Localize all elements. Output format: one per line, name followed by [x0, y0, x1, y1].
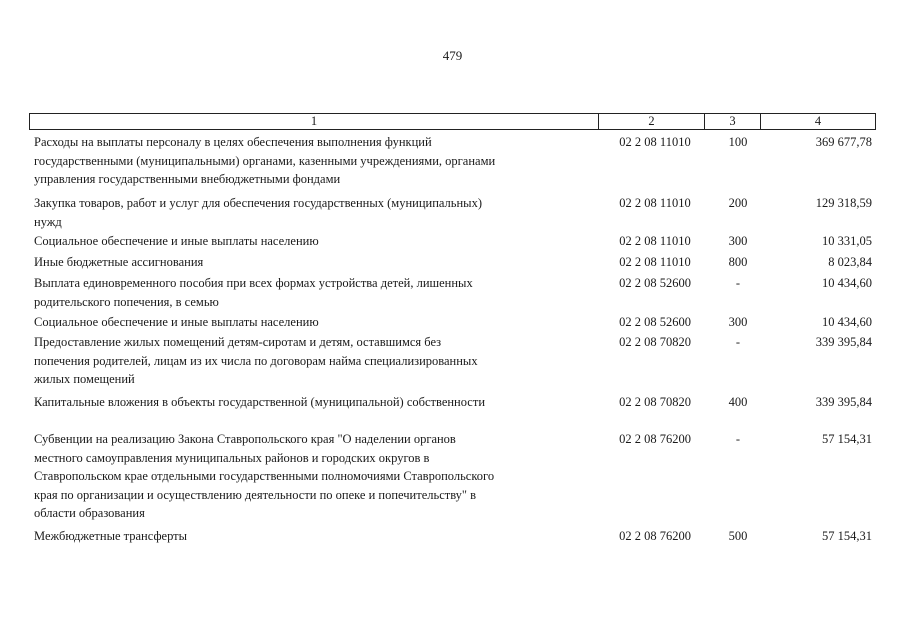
row-expense-type: 800	[728, 255, 748, 269]
page-number: 479	[442, 48, 463, 63]
column-header-1: 1	[30, 114, 599, 129]
column-header-3: 3	[705, 114, 761, 129]
row-expense-type: 300	[728, 315, 748, 329]
row-code: 02 2 08 70820	[619, 335, 691, 349]
row-description: Социальное обеспечение и иные выплаты населению	[34, 315, 319, 329]
row-expense-type: 400	[728, 395, 748, 409]
column-header-2: 2	[599, 114, 705, 129]
row-description: Субвенции на реализацию Закона Ставропольского края "О наделении органов местного самоуправления муниципальных районов и городских округов в Ставропольском крае отдельными государственными полномочиями Ставропольского края по организации и осуществлению деятельности по опеке и попечительству" в области образования	[34, 432, 495, 520]
row-amount: 10 331,05	[822, 234, 872, 248]
column-header-4: 4	[814, 114, 822, 128]
row-code: 02 2 08 11010	[619, 135, 691, 149]
row-amount: 129 318,59	[815, 196, 872, 210]
row-expense-type: 200	[728, 196, 748, 210]
row-expense-type: 100	[728, 135, 748, 149]
row-amount: 8 023,84	[828, 255, 872, 269]
row-code: 02 2 08 76200	[619, 432, 691, 446]
row-expense-type: -	[735, 276, 741, 290]
row-amount: 369 677,78	[815, 135, 872, 149]
row-description: Капитальные вложения в объекты государственной (муниципальной) собственности	[34, 395, 486, 409]
row-code: 02 2 08 70820	[619, 395, 691, 409]
row-description: Выплата единовременного пособия при всех формах устройства детей, лишенных родительского попечения, в семью	[34, 276, 473, 309]
row-expense-type: 300	[728, 234, 748, 248]
row-expense-type: 500	[728, 529, 748, 543]
row-description: Закупка товаров, работ и услуг для обеспечения государственных (муниципальных) нужд	[34, 196, 482, 229]
row-code: 02 2 08 11010	[619, 196, 691, 210]
row-expense-type: -	[735, 335, 741, 349]
row-code: 02 2 08 11010	[619, 234, 691, 248]
table-header	[29, 113, 876, 130]
row-description: Расходы на выплаты персоналу в целях обеспечения выполнения функций государственными (муниципальными) органами, казенными учреждениями, органами управления государственными внебюджетными фондами	[34, 135, 496, 186]
row-code: 02 2 08 76200	[619, 529, 691, 543]
row-expense-type: -	[735, 432, 741, 446]
row-description: Иные бюджетные ассигнования	[34, 255, 204, 269]
row-amount: 10 434,60	[822, 276, 872, 290]
row-amount: 57 154,31	[822, 432, 872, 446]
row-code: 02 2 08 52600	[619, 315, 691, 329]
row-description: Социальное обеспечение и иные выплаты населению	[34, 234, 319, 248]
row-code: 02 2 08 52600	[619, 276, 691, 290]
row-amount: 339 395,84	[815, 335, 872, 349]
row-amount: 57 154,31	[822, 529, 872, 543]
row-amount: 339 395,84	[815, 395, 872, 409]
row-code: 02 2 08 11010	[619, 255, 691, 269]
row-description: Межбюджетные трансферты	[34, 529, 188, 543]
row-description: Предоставление жилых помещений детям-сиротам и детям, оставшимся без попечения родителей, лицам из их числа по договорам найма специализированных жилых помещений	[34, 335, 478, 386]
row-amount: 10 434,60	[822, 315, 872, 329]
